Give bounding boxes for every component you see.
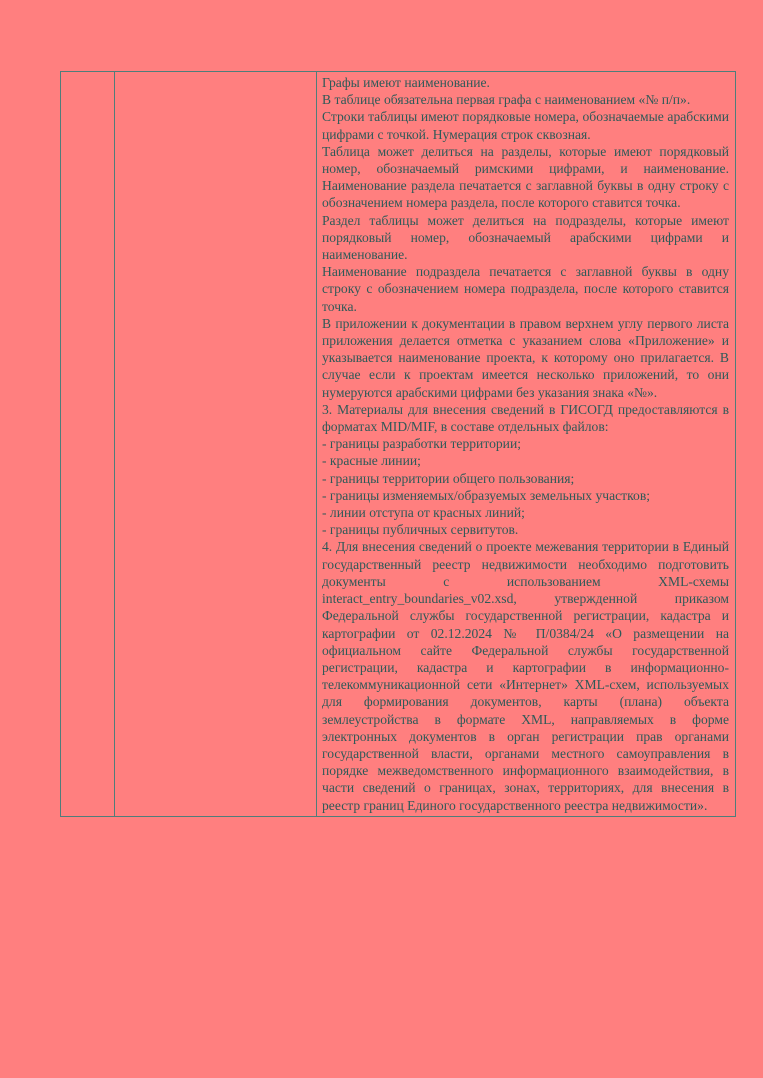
paragraph: Таблица может делиться на разделы, которые имеют порядковый номер, обозначаемый римскими цифрами, и наименование. Наименование раздела печатается с заглавной буквы в одну строку с обозначением номера раздела, после которого ставится точка. xyxy=(322,143,729,211)
list-item: - границы изменяемых/образуемых земельных участков; xyxy=(322,487,651,503)
table-row xyxy=(61,72,736,817)
paragraph: В приложении к документации в правом верхнем углу первого листа приложения делается отметка с указанием слова «Приложение» и указывается наименование проекта, к которому оно прилагается. В случае если к проектам имеется несколько приложений, то они нумеруются арабскими цифрами без указания знака «№». xyxy=(322,315,729,400)
description-cell xyxy=(317,72,736,817)
row-number-cell xyxy=(61,72,115,817)
paragraph: В таблице обязательна первая графа с наименованием «№ п/п». xyxy=(322,92,691,108)
list-item: - границы разработки территории; xyxy=(322,436,521,452)
list-item: - линии отступа от красных линий; xyxy=(322,505,525,521)
list-item: - красные линии; xyxy=(322,453,421,469)
paragraph: 4. Для внесения сведений о проекте межевания территории в Единый государственный реестр недвижимости необходимо подготовить документы с использованием XML-схемы interact_entry_boundaries_v02.xsd, утвержденной приказом Федеральной службы государственной регистрации, кадастра и картографии от 02.12.2024 № П/0384/24 «О размещении на официальном сайте Федеральной службы государственной регистрации, кадастра и картографии в информационно-телекоммуникационной сети «Интернет» XML-схем, используемых для формирования документов, карты (плана) объекта землеустройства в формате XML, направляемых в форме электронных документов в орган регистрации прав органами государственной власти, органами местного самоуправления в порядке межведомственного информационного взаимодействия, в части сведений о границах, зонах, территориях, для внесения в реестр границ Единого государственного реестра недвижимости». xyxy=(322,539,729,813)
paragraph: 3. Материалы для внесения сведений в ГИСОГД предоставляются в форматах MID/MIF, в составе отдельных файлов: xyxy=(322,401,729,435)
list-item: - границы территории общего пользования; xyxy=(322,470,575,486)
item-name-cell xyxy=(115,72,317,817)
paragraph: Графы имеют наименование. xyxy=(322,75,490,90)
paragraph: Раздел таблицы может делиться на подразделы, которые имеют порядковый номер, обозначаемый арабскими цифрами и наименование. xyxy=(322,212,729,263)
paragraph: Наименование подраздела печатается с заглавной буквы в одну строку с обозначением номера подраздела, после которого ставится точка. xyxy=(322,264,729,314)
list-item: - границы публичных сервитутов. xyxy=(322,522,519,538)
document-table xyxy=(60,71,736,817)
description-text xyxy=(317,72,735,816)
paragraph: Строки таблицы имеют порядковые номера, обозначаемые арабскими цифрами с точкой. Нумерация строк сквозная. xyxy=(322,109,729,142)
